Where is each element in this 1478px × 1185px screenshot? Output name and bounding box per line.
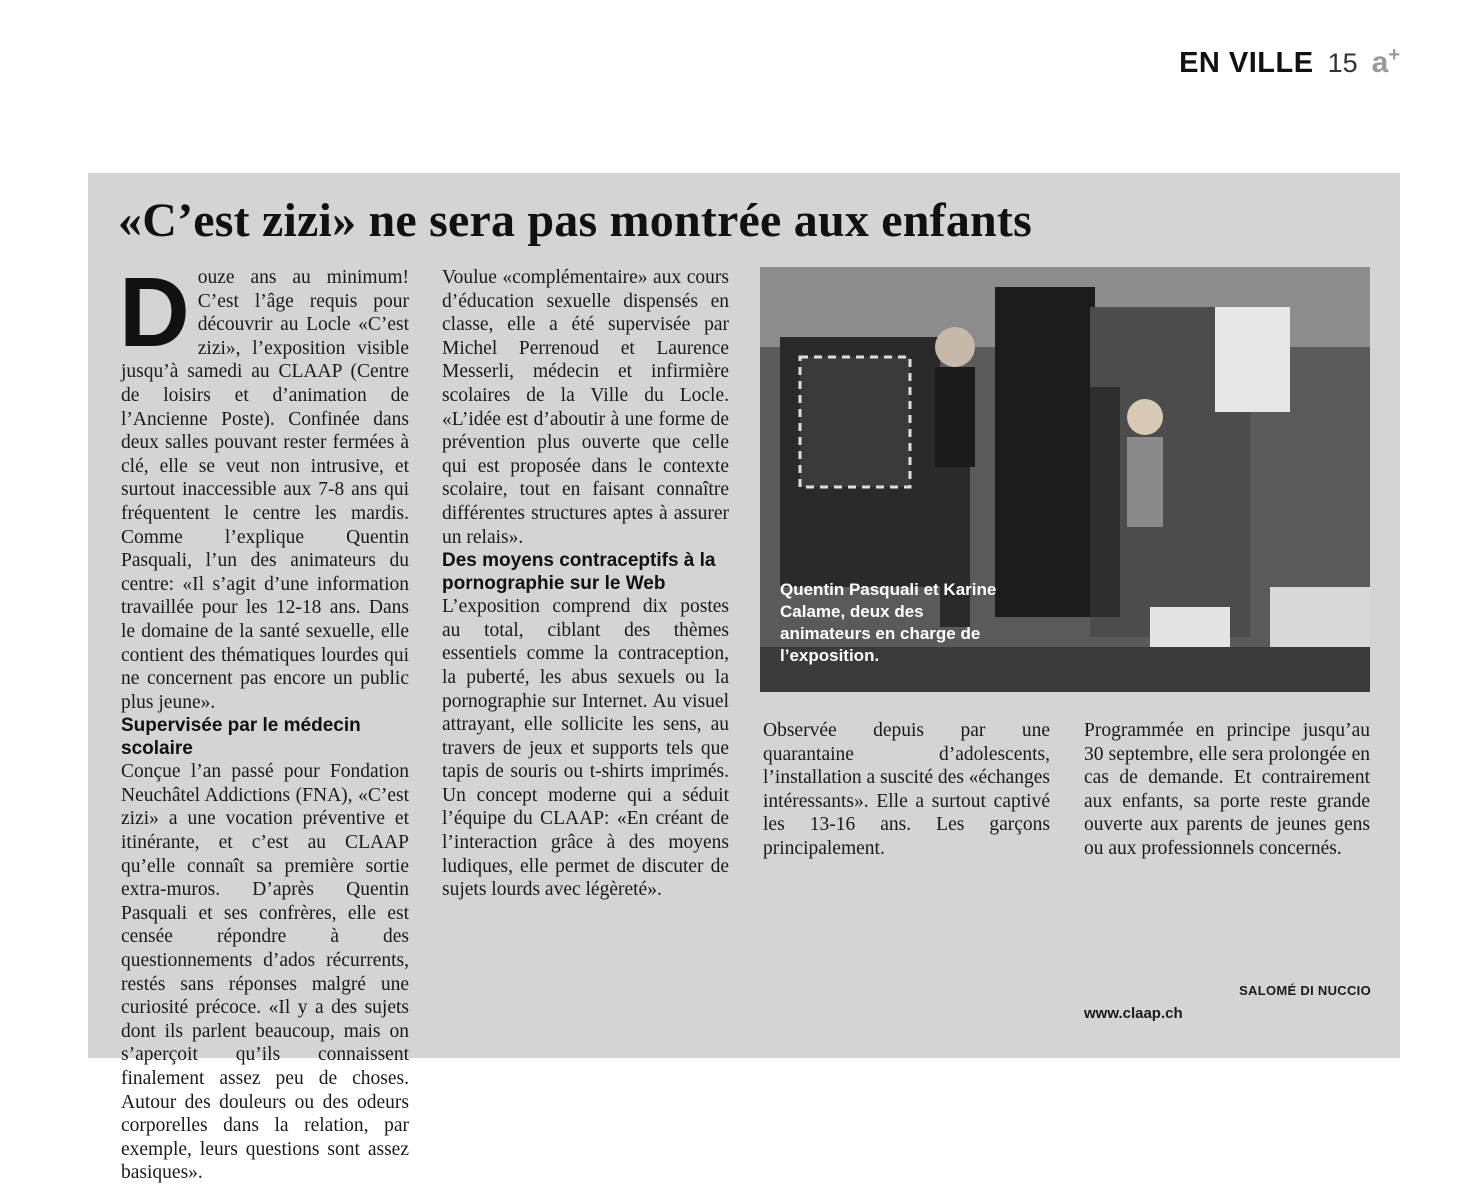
drop-cap: D [119, 257, 190, 367]
page-number: 15 [1327, 48, 1358, 78]
article-intro: ouze ans au minimum! C’est l’âge requis pour découvrir au Locle «C’est zizi», l’exposition visible jusqu’à samedi au CLAAP (Centre de loisirs et d’animation de l’Ancienne Poste). Confinée dans deux salles pouvant rester fermées à clé, elle se veut non intrusive, et surtout inaccessible aux 7-8 ans qui fréquentent le centre les mardis. Comme l’explique Quentin Pasquali, l’un des animateurs du centre: «Il s’agit d’une information travaillée pour les 12-18 ans. Dans le domaine de la santé sexuelle, elle contient des thématiques lourdes qui ne concernent pas encore un public plus jeune». [121, 267, 409, 713]
article-column-2 [442, 266, 729, 902]
article-column-4 [1084, 719, 1370, 861]
article-column-3 [763, 719, 1050, 861]
article-paragraph-3: Voulue «complémentaire» aux cours d’éducation sexuelle dispensés en classe, elle a été supervisée par Michel Perrenoud et Laurence Messerli, médecin et infirmière scolaires de la Ville du Locle. «L’idée est d’aboutir à une forme de prévention plus ouverte que celle qui est proposée dans le contexte scolaire, tout en faisant connaître différentes structures aptes à assurer un relais». [442, 267, 729, 548]
photo-caption: Quentin Pasquali et Karine Calame, deux des animateurs en charge de l’exposition. [780, 580, 997, 665]
page-header [1179, 44, 1400, 80]
article-photo [760, 267, 1370, 692]
article-paragraph-6: Programmée en principe jusqu’au 30 septembre, elle sera prolongée en cas de demande. Et contrairement aux enfants, sa porte reste grande ouverte aux parents de jeunes gens ou aux professionnels concernés. [1084, 720, 1370, 859]
article-title: «C’est zizi» ne sera pas montrée aux enfants [118, 194, 1032, 247]
article-paragraph-5: Observée depuis par une quarantaine d’adolescents, l’installation a suscité des «échanges intéressants». Elle a surtout captivé les 13-16 ans. Les garçons principalement. [763, 720, 1050, 859]
web-link[interactable]: www.claap.ch [1084, 1005, 1183, 1022]
newspaper-logo: a+ [1371, 44, 1400, 79]
subheading-medecin: Supervisée par le médecin scolaire [121, 715, 361, 760]
subheading-contraceptifs: Des moyens contraceptifs à la pornographie sur le Web [442, 550, 716, 595]
article-column-1 [119, 257, 409, 1185]
section-label: EN VILLE [1179, 47, 1314, 79]
byline: SALOMÉ DI NUCCIO [1239, 983, 1371, 998]
article-paragraph-4: L’exposition comprend dix postes au total, ciblant des thèmes essentiels comme la contraception, la puberté, les abus sexuels ou la pornographie sur Internet. Au visuel attrayant, elle sollicite les sens, au travers de jeux et supports tels que tapis de souris ou t-shirts imprimés. Un concept moderne qui a séduit l’équipe du CLAAP: «En créant de l’interaction grâce à des moyens ludiques, elle permet de discuter de sujets lourds avec légèreté». [442, 596, 729, 901]
article-paragraph-2: Conçue l’an passé pour Fondation Neuchâtel Addictions (FNA), «C’est zizi» a une vocation préventive et itinérante, et c’est au CLAAP qu’elle connaît sa première sortie extra-muros. D’après Quentin Pasquali et ses confrères, elle est censée répondre à des questionnements d’ados récurrents, restés sans réponses malgré une curiosité précoce. «Il y a des sujets dont ils parlent beaucoup, mais on s’aperçoit qu’ils connaissent finalement assez peu de choses. Autour des douleurs ou des odeurs corporelles dans la relation, par exemple, leurs questions sont assez basiques». [121, 761, 409, 1184]
article-box [88, 173, 1400, 1184]
